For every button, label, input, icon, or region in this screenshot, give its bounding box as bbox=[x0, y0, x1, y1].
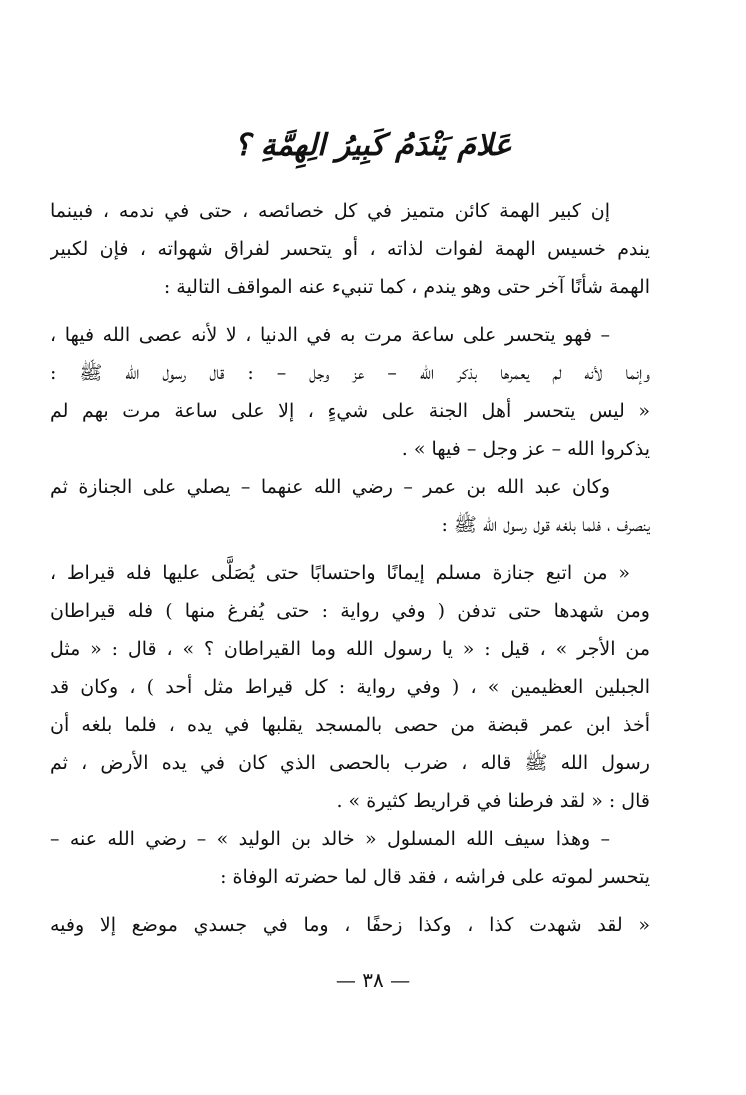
text-line: إن كبير الهمة كائن متميز في كل خصائصه ، حتى في ندمه ، فبينما bbox=[50, 200, 610, 222]
page-number: — ٣٨ — bbox=[335, 968, 411, 992]
text-line: وإنما لأنه لم يعمرها بذكر الله – عز وجل – : قال رسول الله ﷺ : bbox=[50, 362, 650, 384]
text-line: ومن شهدها حتى تدفن ( وفي رواية : حتى يُفرغ منها ) فله قيراطان bbox=[50, 600, 650, 622]
text-line: يذكروا الله – عز وجل – فيها » . bbox=[401, 438, 650, 460]
text-line: – وهذا سيف الله المسلول « خالد بن الوليد » – رضي الله عنه – bbox=[50, 828, 610, 850]
text-line: قال : « لقد فرطنا في قراريط كثيرة » . bbox=[336, 790, 650, 812]
text-line: الهمة شأنًا آخر حتى وهو يندم ، كما تنبيء عنه المواقف التالية : bbox=[163, 276, 650, 298]
text-line: أخذ ابن عمر قبضة من حصى بالمسجد يقلبها في يده ، فلما بلغه أن bbox=[50, 714, 650, 736]
text-line: « من اتبع جنازة مسلم إيمانًا واحتسابًا حتى يُصَلَّى عليها فله قيراط ، bbox=[50, 562, 630, 584]
body-text bbox=[50, 192, 650, 944]
text-line: من الأجر » ، قيل : « يا رسول الله وما القيراطان ؟ » ، قال : « مثل bbox=[50, 638, 650, 660]
text-line: « لقد شهدت كذا ، وكذا زحفًا ، وما في جسدي موضع إلا وفيه bbox=[50, 914, 650, 936]
chapter-title: عَلامَ يَنْدَمُ كَبِيرُ الِهِمَّةِ ؟ bbox=[234, 128, 512, 163]
text-line: يتحسر لموته على فراشه ، فقد قال لما حضرته الوفاة : bbox=[220, 866, 650, 888]
text-line: رسول الله ﷺ قاله ، ضرب بالحصى الذي كان في يده الأرض ، ثم bbox=[50, 752, 650, 774]
text-line: ينصرف ، فلما بلغه قول رسول الله ﷺ : bbox=[441, 514, 650, 536]
text-line: يندم خسيس الهمة لفوات لذاته ، أو يتحسر لفراق شهواته ، فإن لكبير bbox=[50, 238, 650, 260]
text-line: « ليس يتحسر أهل الجنة على شيءٍ ، إلا على ساعة مرت بهم لم bbox=[50, 400, 650, 422]
text-line: الجبلين العظيمين » ، ( وفي رواية : كل قيراط مثل أحد ) ، وكان قد bbox=[50, 676, 650, 698]
text-line: وكان عبد الله بن عمر – رضي الله عنهما – يصلي على الجنازة ثم bbox=[50, 476, 610, 498]
text-line: – فهو يتحسر على ساعة مرت به في الدنيا ، لا لأنه عصى الله فيها ، bbox=[50, 324, 610, 346]
